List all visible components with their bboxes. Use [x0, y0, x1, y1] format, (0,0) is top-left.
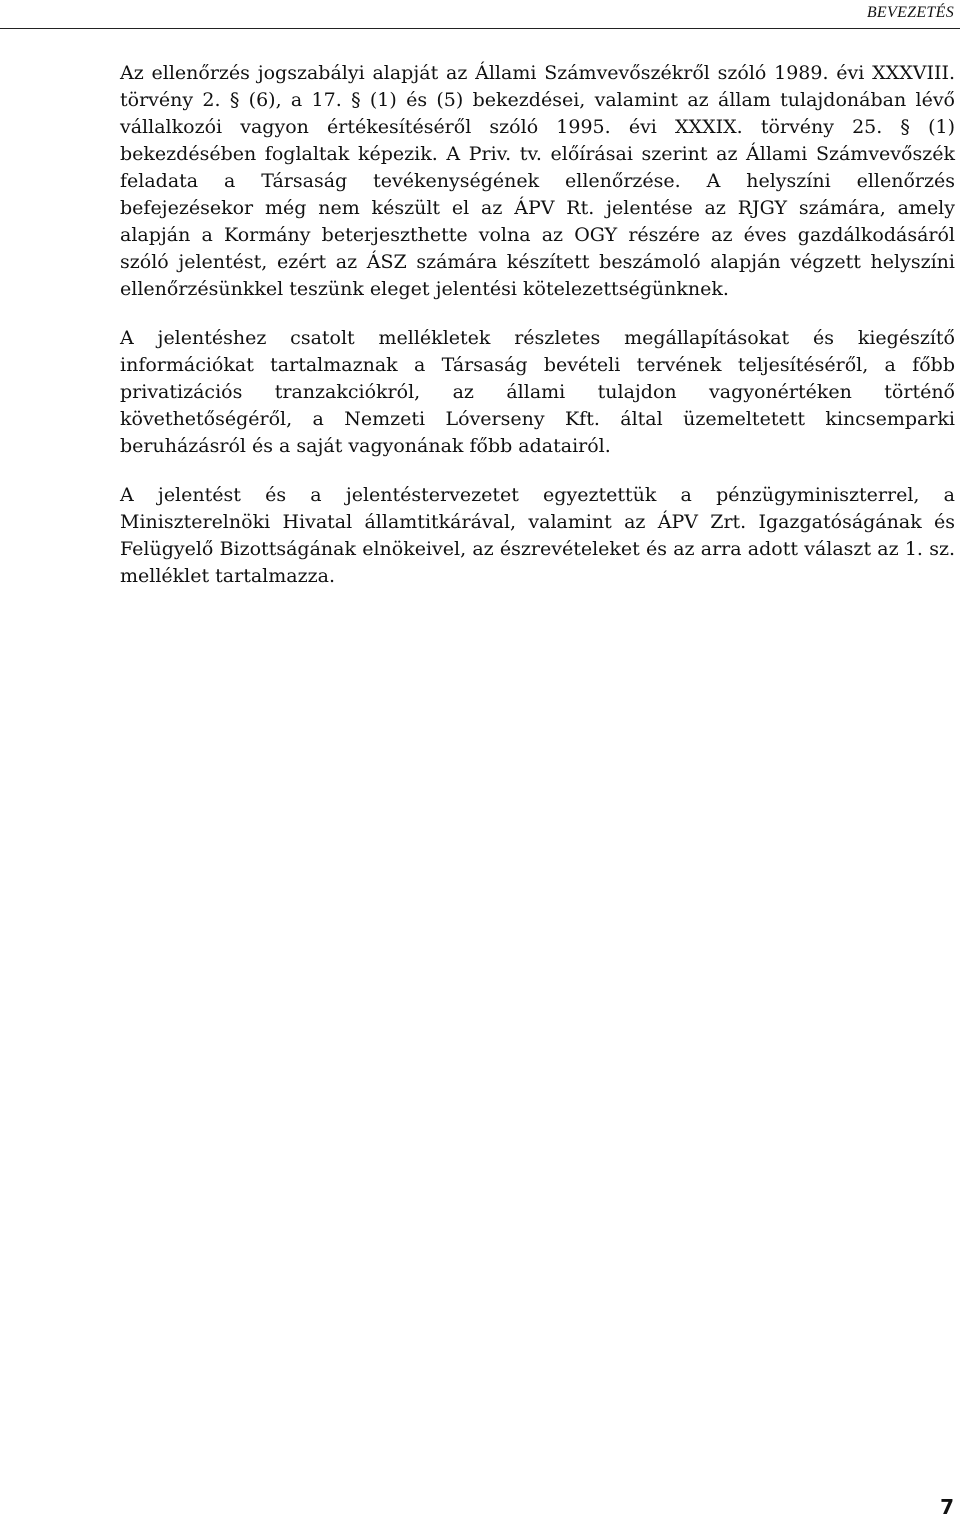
page-number: 7: [940, 1495, 954, 1519]
header-divider: [0, 28, 960, 29]
paragraph-legal-basis: Az ellenőrzés jogszabályi alapját az Állami Számvevőszékről szóló 1989. évi XXXVIII. törvény 2. § (6), a 17. § (1) és (5) bekezdései, valamint az állam tulajdonában lévő vállalkozói vagyon értékesítéséről szóló 1995. évi XXXIX. törvény 25. § (1) bekezdésében foglaltak képezik. A Priv. tv. előírásai szerint az Állami Számvevőszék feladata a Társaság tevékenységének ellenőrzése. A helyszíni ellenőrzés befejezésekor még nem készült el az ÁPV Rt. jelentése az RJGY számára, amely alapján a Kormány beterjeszthette volna az OGY részére az éves gazdálkodásáról szóló jelentést, ezért az ÁSZ számára készített beszámoló alapján végzett helyszíni ellenőrzésünkkel teszünk eleget jelentési kötelezettségünknek.: [120, 62, 955, 300]
body-text: [120, 60, 955, 612]
page-header: [0, 0, 960, 30]
section-title: BEVEZETÉS: [866, 4, 954, 21]
paragraph-annexes: A jelentéshez csatolt mellékletek részletes megállapításokat és kiegészítő információkat tartalmaznak a Társaság bevételi tervének teljesítéséről, a főbb privatizációs tranzakciókról, az állami tulajdon vagyonértéken történő követhetőségéről, a Nemzeti Lóverseny Kft. által üzemeltetett kincsemparki beruházásról és a saját vagyonának főbb adatairól.: [120, 327, 955, 457]
paragraph-consultation: A jelentést és a jelentéstervezetet egyeztettük a pénzügyminiszterrel, a Miniszterelnöki Hivatal államtitkárával, valamint az ÁPV Zrt. Igazgatóságának és Felügyelő Bizottságának elnökeivel, az észrevételeket és az arra adott választ az 1. sz. melléklet tartalmazza.: [120, 484, 955, 587]
